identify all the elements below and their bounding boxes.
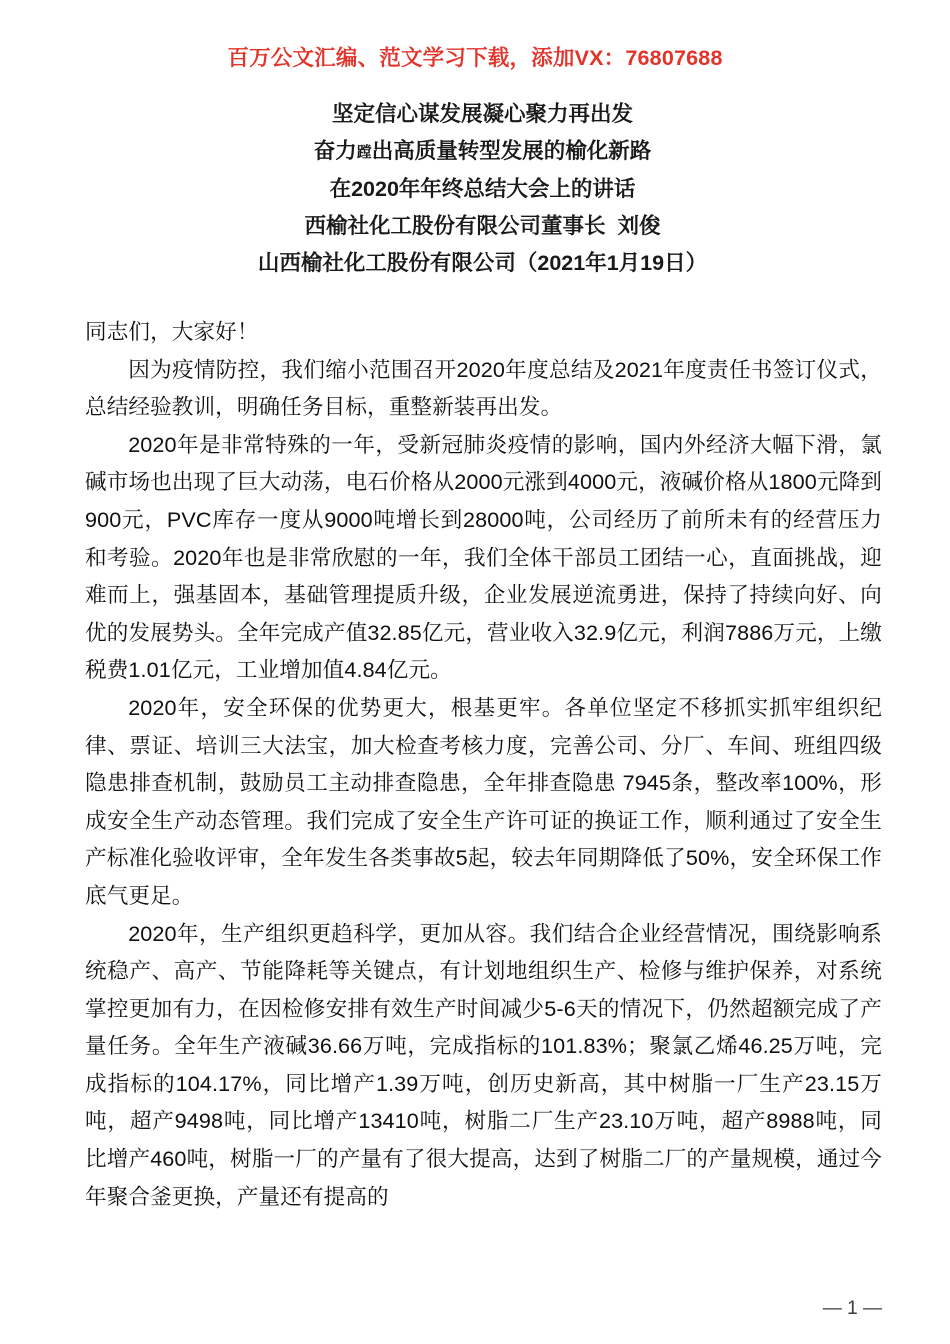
title-line-4-author: 西榆社化工股份有限公司董事长 刘俊 bbox=[304, 214, 661, 238]
body-paragraph: 2020年，安全环保的优势更大，根基更牢。各单位坚定不移抓实抓牢组织纪律、票证、培训三大法宝，加大检查考核力度，完善公司、分厂、车间、班组四级隐患排查机制，鼓励员工主动排查隐患，全年排查隐患 7945条，整改率100%，形成安全生产动态管理。我们完成了安全生产许可证的换证工作，顺利通过了安全生产标准化验收评审，全年发生各类事故5起，较去年同期降低了50%，安全环保工作底气更足。 bbox=[85, 694, 882, 908]
title-line-2 bbox=[85, 133, 880, 171]
promo-banner-text: 百万公文汇编、范文学习下载，添加VX：76807688 bbox=[227, 46, 723, 70]
title-line-2-suffix: 出高质量转型发展的榆化新路 bbox=[371, 139, 652, 163]
document-body bbox=[85, 313, 882, 1215]
document-title-block bbox=[85, 96, 880, 282]
body-paragraph: 因为疫情防控，我们缩小范围召开2020年度总结及2021年度责任书签订仪式，总结经验教训，明确任务目标，重整新装再出发。 bbox=[85, 356, 882, 420]
body-paragraph: 2020年是非常特殊的一年，受新冠肺炎疫情的影响，国内外经济大幅下滑，氯碱市场也出现了巨大动荡，电石价格从2000元涨到4000元，液碱价格从1800元降到900元，PVC库存一度从9000吨增长到28000吨，公司经历了前所未有的经营压力和考验。2020年也是非常欣慰的一年，我们全体干部员工团结一心，直面挑战，迎难而上，强基固本，基础管理提质升级，企业发展逆流勇进，保持了持续向好、向优的发展势头。全年完成产值32.85亿元，营业收入32.9亿元，利润7886万元，上缴税费1.01亿元，工业增加值4.84亿元。 bbox=[85, 431, 882, 683]
title-line-2-prefix: 奋力 bbox=[313, 139, 357, 163]
title-line-3: 在2020年年终总结大会上的讲话 bbox=[329, 177, 636, 201]
body-paragraph: 2020年，生产组织更趋科学，更加从容。我们结合企业经营情况，围绕影响系统稳产、高产、节能降耗等关键点，有计划地组织生产、检修与维护保养，对系统掌控更加有力，在因检修安排有效生产时间减少5-6天的情况下，仍然超额完成了产量任务。全年生产液碱36.66万吨，完成指标的101.83%；聚氯乙烯46.25万吨，完成指标的104.17%，同比增产1.39万吨，创历史新高，其中树脂一厂生产23.15万吨，超产9498吨，同比增产13410吨，树脂二厂生产23.10万吨，超产8988吨，同比增产460吨，树脂一厂的产量有了很大提高，达到了树脂二厂的产量规模，通过今年聚合釜更换，产量还有提高的 bbox=[85, 920, 882, 1209]
title-line-5-org-date: 山西榆社化工股份有限公司（2021年1月19日） bbox=[257, 251, 708, 275]
title-line-1: 坚定信心谋发展凝心聚力再出发 bbox=[331, 102, 633, 126]
body-paragraph: 同志们，大家好！ bbox=[85, 319, 259, 344]
page-number-footer: — 1 — bbox=[822, 1298, 882, 1319]
title-line-2-fallback-glyph: 蹚 bbox=[356, 143, 372, 161]
